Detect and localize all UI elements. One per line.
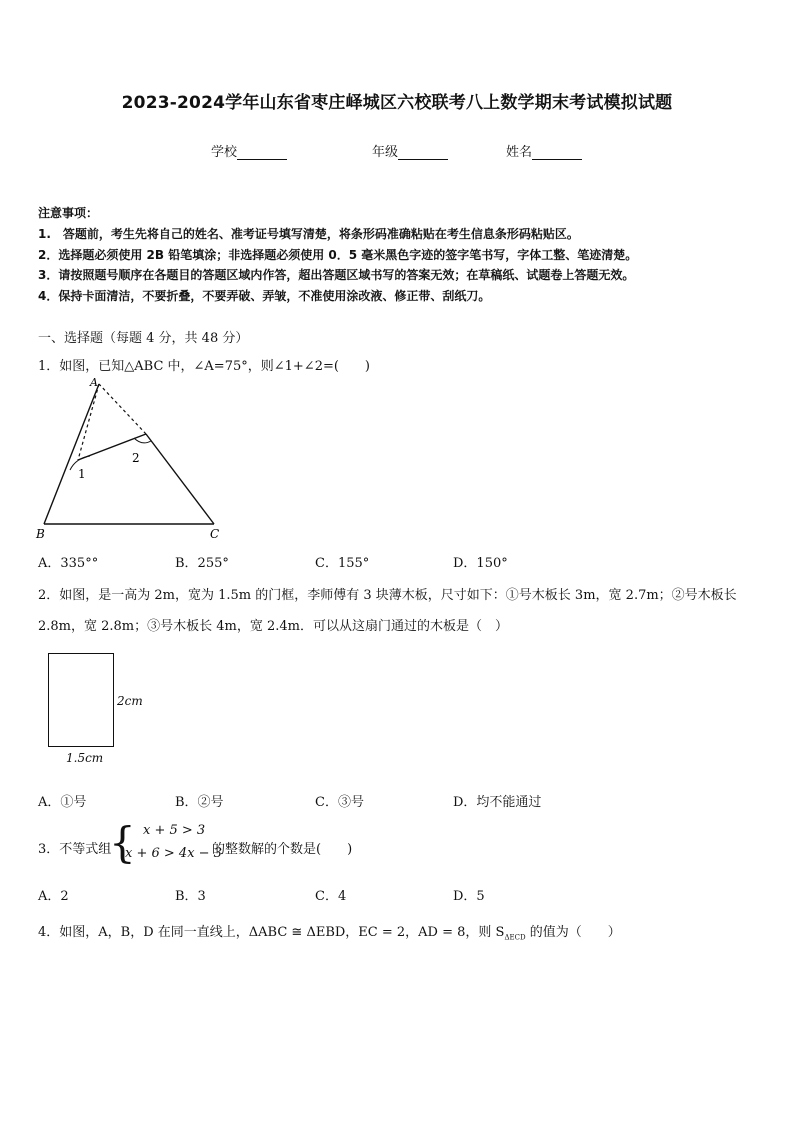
- notice-heading: 注意事项：: [38, 206, 99, 220]
- grade-label: 年级: [372, 145, 399, 160]
- question-1-stem: 1．如图，已知△ABC 中，∠A=75°，则∠1+∠2=( ): [38, 359, 371, 374]
- vertex-a-label: A: [90, 378, 98, 389]
- notice-item: 4．保持卡面清洁，不要折叠，不要弄破、弄皱，不准使用涂改液、修正带、刮纸刀。: [38, 289, 491, 303]
- school-field: [211, 141, 287, 160]
- grade-blank: [398, 145, 448, 160]
- door-frame-figure: [48, 653, 114, 747]
- notice-item: 2．选择题必须使用 2B 铅笔填涂；非选择题必须使用 0．5 毫米黑色字迹的签字笔书写，字体工整、笔迹清楚。: [38, 248, 638, 262]
- q1-option-a: A．335°°: [38, 556, 99, 571]
- vertex-c-label: C: [210, 527, 220, 541]
- grade-field: [372, 141, 448, 160]
- dashed-ac: [99, 384, 146, 434]
- inequality-2: x + 6 > 4x − 3: [125, 846, 222, 861]
- side-c-cut: [146, 434, 214, 524]
- q3-option-a: A．2: [38, 889, 69, 904]
- q2-option-d: D．均不能通过: [453, 795, 542, 810]
- notice-item: 3．请按照题号顺序在各题目的答题区域内作答，超出答题区域书写的答案无效；在草稿纸、试题卷上答题无效。: [38, 268, 635, 282]
- question-2-stem-line2: 2.8m，宽 2.8m；③号木板长 4m，宽 2.4m．可以从这扇门通过的木板是（ ）: [38, 619, 508, 634]
- question-3-stem-prefix: 3．不等式组: [38, 842, 112, 857]
- side-ab: [44, 384, 99, 524]
- q3-option-c: C．4: [315, 889, 347, 904]
- door-width-label: 1.5cm: [66, 751, 104, 765]
- q3-option-d: D．5: [453, 889, 485, 904]
- q3-option-b: B．3: [175, 889, 206, 904]
- name-blank: [532, 145, 582, 160]
- question-4-stem-suffix: 的值为（ ）: [525, 925, 621, 940]
- angle-1-label: 1: [78, 467, 86, 481]
- q2-option-c: C．③号: [315, 795, 364, 810]
- inequality-1: x + 5 > 3: [143, 823, 206, 838]
- door-height-label: 2cm: [117, 694, 143, 708]
- q1-option-c: C．155°: [315, 556, 370, 571]
- question-3-stem-suffix: 的整数解的个数是( ): [212, 842, 353, 857]
- brace-symbol: {: [109, 818, 136, 867]
- school-blank: [237, 145, 287, 160]
- section-heading: 一、选择题（每题 4 分，共 48 分）: [38, 331, 249, 346]
- page-title: 2023-2024学年山东省枣庄峄城区六校联考八上数学期末考试模拟试题: [121, 93, 673, 113]
- q1-option-b: B．255°: [175, 556, 229, 571]
- notice-item: 1. 答题前，考生先将自己的姓名、准考证号填写清楚，将条形码准确粘贴在考生信息条形码粘贴区。: [38, 227, 579, 241]
- school-label: 学校: [211, 145, 238, 160]
- q2-option-a: A．①号: [38, 795, 87, 810]
- angle-2-arc: [134, 438, 151, 443]
- name-field: [506, 141, 582, 160]
- q2-option-b: B．②号: [175, 795, 224, 810]
- angle-2-label: 2: [132, 451, 140, 465]
- question-4-subscript: ΔECD: [504, 933, 526, 942]
- triangle-figure: [34, 378, 234, 542]
- vertex-b-label: B: [36, 527, 45, 541]
- name-label: 姓名: [506, 145, 533, 160]
- inequality-system: [109, 818, 222, 867]
- dashed-ab: [78, 384, 99, 460]
- question-2-stem-line1: 2．如图，是一高为 2m，宽为 1.5m 的门框，李师傅有 3 块薄木板，尺寸如下：①号木板长 3m，宽 2.7m；②号木板长: [38, 588, 737, 603]
- q1-option-d: D．150°: [453, 556, 508, 571]
- question-4-stem-text: 4．如图，A，B，D 在同一直线上，ΔABC ≅ ΔEBD，EC = 2，AD = 8，则 S: [38, 925, 505, 940]
- question-4-stem: [38, 921, 621, 942]
